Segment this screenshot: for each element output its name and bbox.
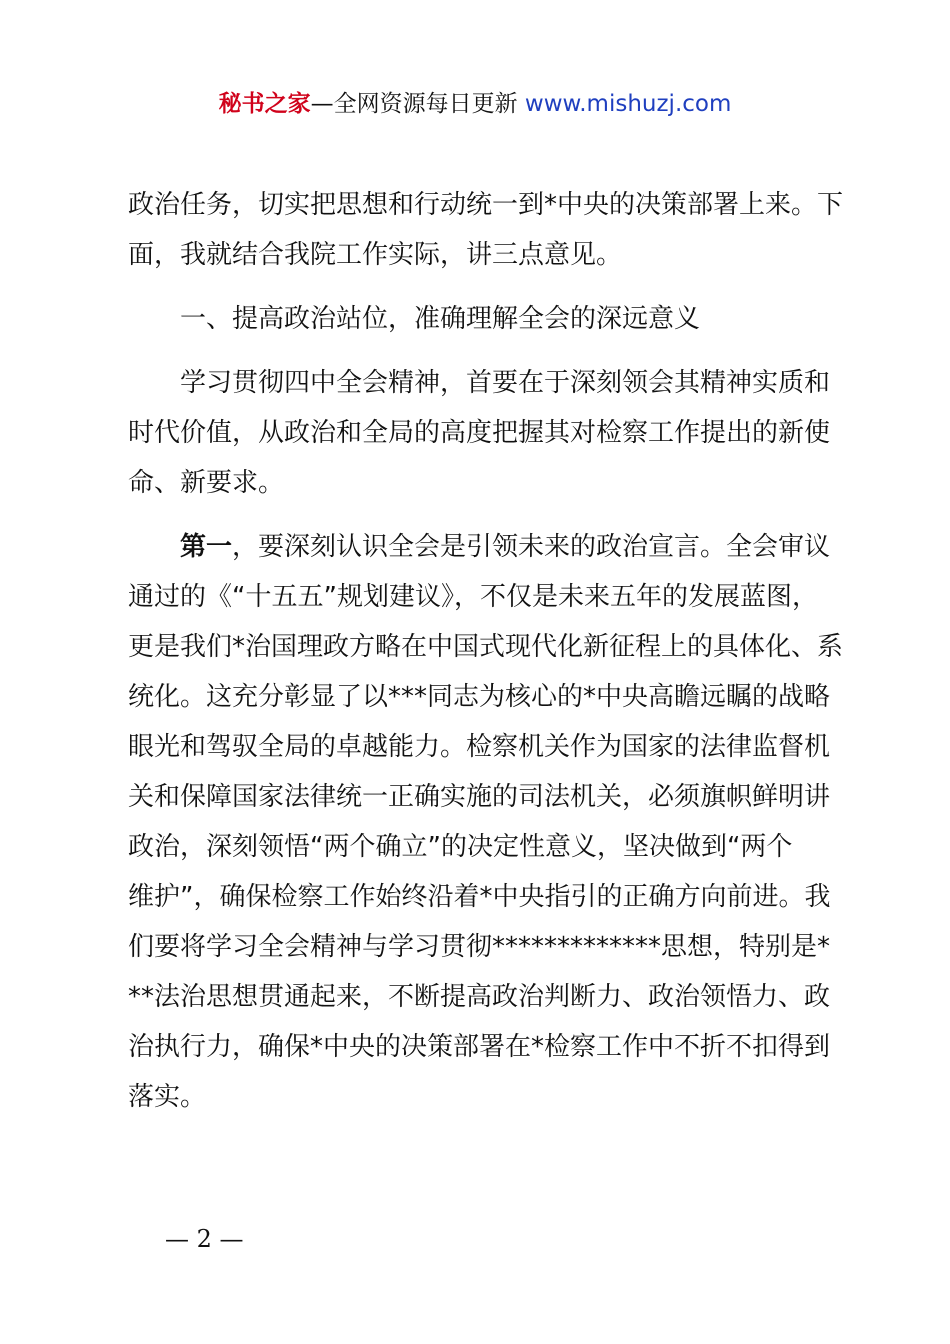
header-tagline: —全网资源每日更新 xyxy=(310,91,525,117)
text-line: 更是我们*治国理政方略在中国式现代化新征程上的具体化、系 xyxy=(128,632,844,662)
text-line: 政治任务，切实把思想和行动统一到*中央的决策部署上来。下 xyxy=(128,190,844,220)
site-header xyxy=(0,88,950,120)
point-label: 第一 xyxy=(180,532,233,562)
text-line: 统化。这充分彰显了以***同志为核心的*中央高瞻远瞩的战略 xyxy=(128,682,831,712)
text-line: 关和保障国家法律统一正确实施的司法机关，必须旗帜鲜明讲 xyxy=(128,782,831,812)
text-line: 们要将学习全会精神与学习贯彻*************思想，特别是* xyxy=(128,932,831,962)
text-line: 维护”，确保检察工作始终沿着*中央指引的正确方向前进。我 xyxy=(128,882,831,912)
document-body xyxy=(128,180,844,1122)
text-line: 学习贯彻四中全会精神，首要在于深刻领会其精神实质和 xyxy=(180,368,831,398)
paragraph-study xyxy=(128,358,838,508)
text-line: 时代价值，从政治和全局的高度把握其对检察工作提出的新使 xyxy=(128,418,831,448)
text-line: 政治，深刻领悟“两个确立”的决定性意义，坚决做到“两个 xyxy=(128,832,793,862)
page-number: — 2 — xyxy=(165,1225,244,1253)
paragraph-first-point xyxy=(128,522,844,1122)
text-line: 面，我就结合我院工作实际，讲三点意见。 xyxy=(128,240,623,270)
text-line: 通过的《“十五五”规划建议》，不仅是未来五年的发展蓝图， xyxy=(128,582,818,612)
text-line xyxy=(128,522,838,572)
text-line: **法治思想贯通起来，不断提高政治判断力、政治领悟力、政 xyxy=(128,982,831,1012)
text-line: 落实。 xyxy=(128,1082,207,1112)
section-heading xyxy=(128,294,838,344)
text-line: 眼光和驾驭全局的卓越能力。检察机关作为国家的法律监督机 xyxy=(128,732,831,762)
site-url-link[interactable]: www.mishuzj.com xyxy=(524,91,732,117)
text-line: 治执行力，确保*中央的决策部署在*检察工作中不折不扣得到 xyxy=(128,1032,831,1062)
brand-name: 秘书之家 xyxy=(218,91,311,117)
text-line: 命、新要求。 xyxy=(128,468,285,498)
paragraph-intro xyxy=(128,180,844,280)
heading-text: 一、提高政治站位，准确理解全会的深远意义 xyxy=(180,304,701,334)
text-fragment: ，要深刻认识全会是引领未来的政治宣言。全会审议 xyxy=(232,532,831,562)
